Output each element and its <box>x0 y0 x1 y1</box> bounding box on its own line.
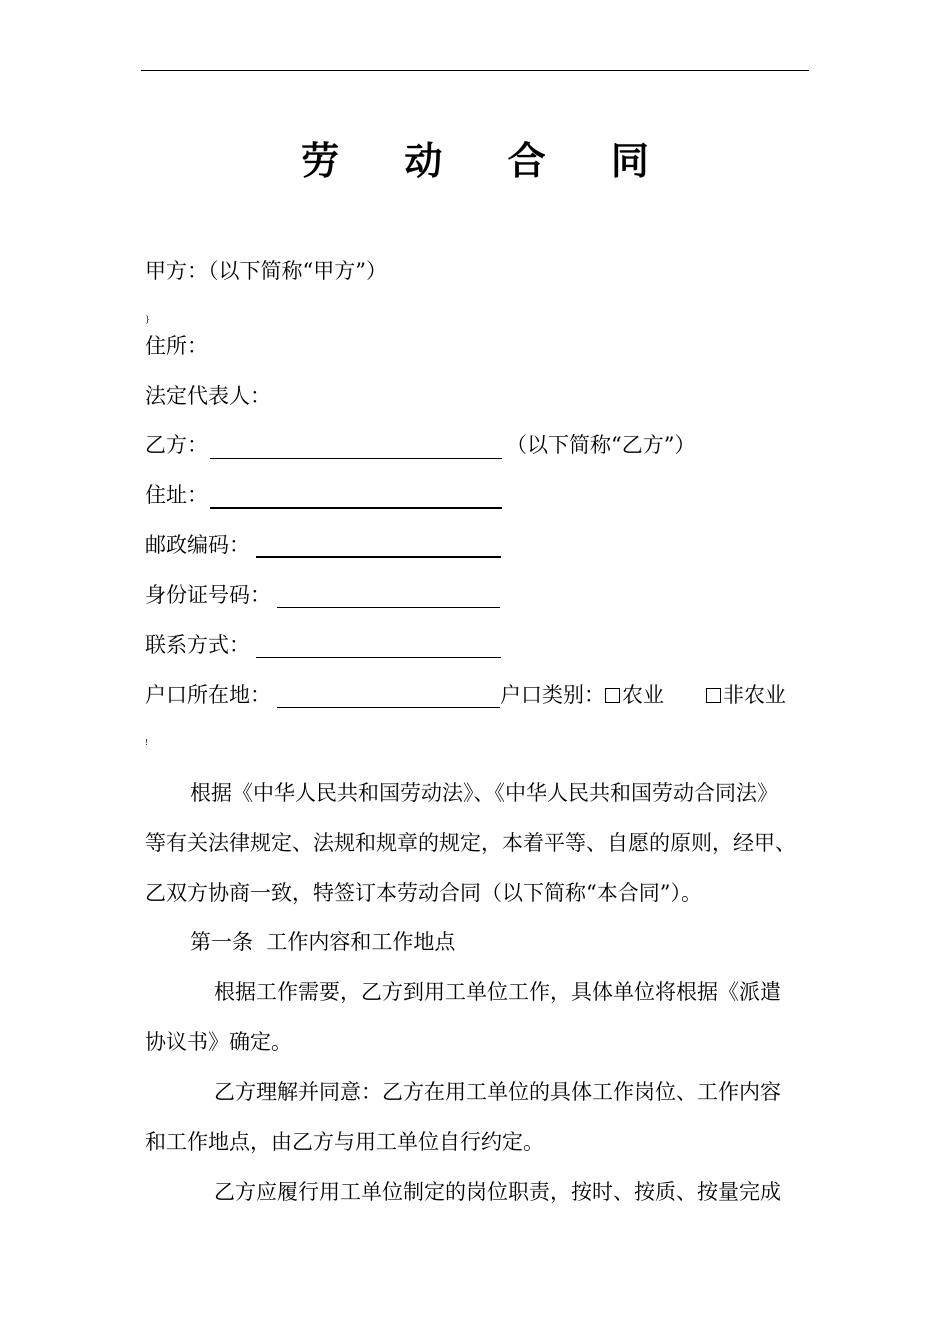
residence-label: 住所： <box>145 334 208 358</box>
article-1-para-2-line-2: 和工作地点，由乙方与用工单位自行约定。 <box>145 1130 544 1154</box>
party-b-suffix: （以下简称“乙方”） <box>506 433 696 457</box>
article-1-heading: 第一条 工作内容和工作地点 <box>190 930 456 954</box>
article-1-para-3-line-1: 乙方应履行用工单位制定的岗位职责，按时、按质、按量完成 <box>214 1180 781 1204</box>
party-b-label: 乙方： <box>145 433 208 457</box>
article-1-para-1-line-2: 协议书》确定。 <box>145 1030 292 1054</box>
agricultural-checkbox[interactable] <box>605 688 620 703</box>
intro-line-3: 乙双方协商一致，特签订本劳动合同（以下简称“本合同”）。 <box>145 881 702 905</box>
hukou-type-label: 户口类别： <box>500 683 605 707</box>
party-b-blank[interactable] <box>210 458 502 459</box>
stray-mark-b: ! <box>145 738 149 747</box>
intro-line-1: 根据《中华人民共和国劳动法》、《中华人民共和国劳动合同法》 <box>190 781 778 805</box>
id-number-label: 身份证号码： <box>145 583 271 607</box>
non-agricultural-checkbox[interactable] <box>706 688 721 703</box>
postal-code-label: 邮政编码： <box>145 533 250 557</box>
article-1-para-2-line-1: 乙方理解并同意：乙方在用工单位的具体工作岗位、工作内容 <box>214 1080 781 1104</box>
postal-code-blank[interactable] <box>256 556 501 558</box>
stray-mark-a: } <box>145 315 151 324</box>
non-agricultural-option-label: 非农业 <box>723 683 786 707</box>
id-number-blank[interactable] <box>277 607 500 608</box>
header-rule <box>141 70 809 71</box>
address-blank[interactable] <box>210 507 502 509</box>
hukou-location-blank[interactable] <box>277 707 500 708</box>
hukou-location-label: 户口所在地： <box>145 683 271 707</box>
legal-representative-label: 法定代表人： <box>145 384 271 408</box>
agricultural-option-label: 农业 <box>622 683 664 707</box>
article-1-para-1-line-1: 根据工作需要，乙方到用工单位工作，具体单位将根据《派遣 <box>214 980 781 1004</box>
hukou-type-group <box>500 680 786 710</box>
address-label: 住址： <box>145 483 208 507</box>
intro-line-2: 等有关法律规定、法规和规章的规定，本着平等、自愿的原则，经甲、 <box>145 831 796 855</box>
contact-label: 联系方式： <box>145 633 250 657</box>
document-title: 劳 动 合 同 <box>301 139 675 183</box>
contact-blank[interactable] <box>256 657 501 658</box>
party-a-label: 甲方：（以下简称“甲方”） <box>145 259 387 283</box>
